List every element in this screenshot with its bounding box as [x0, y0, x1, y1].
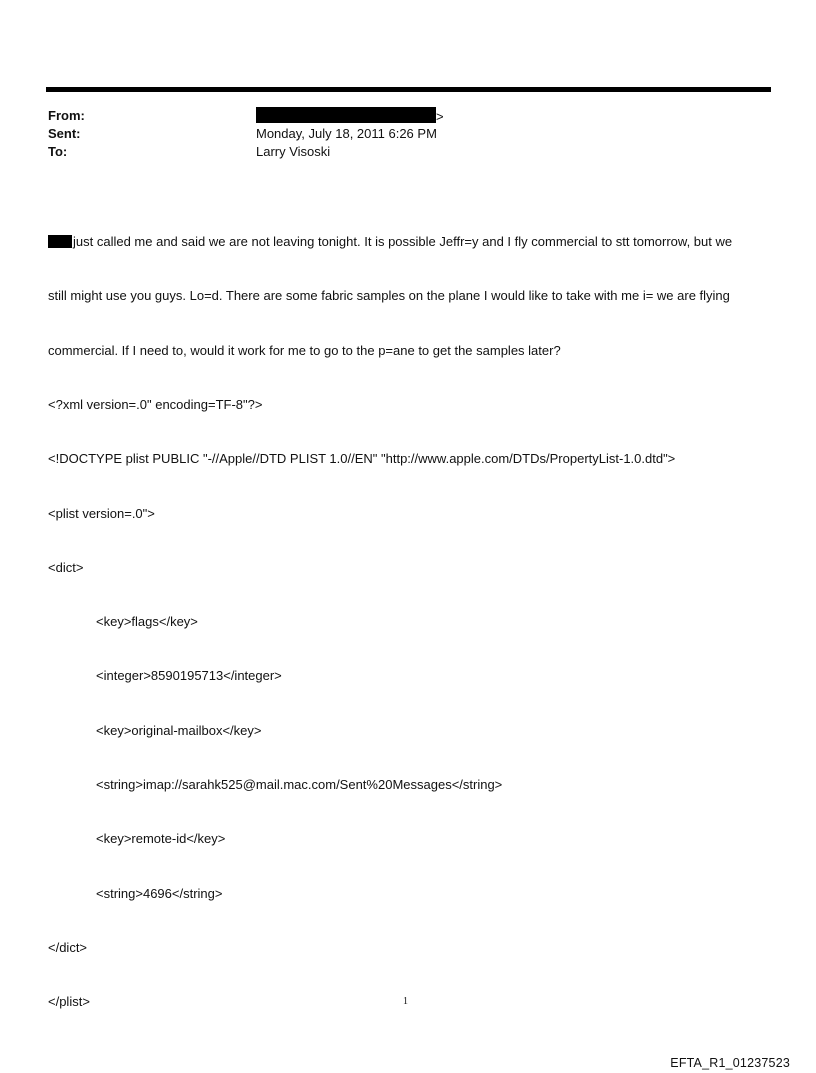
xml-line: <?xml version=.0" encoding=TF-8"?> [48, 397, 263, 413]
bates-number: EFTA_R1_01237523 [670, 1056, 790, 1070]
header-rule [46, 87, 771, 92]
xml-line: <plist version=.0"> [48, 505, 155, 521]
body-line: commercial. If I need to, would it work for me to go to the p=ane to get the samples later? [48, 342, 561, 358]
to-label: To: [48, 144, 68, 159]
xml-line: <!DOCTYPE plist PUBLIC "-//Apple//DTD PLIST 1.0//EN" "http://www.apple.com/DTDs/PropertyList-1.0.dtd"> [48, 451, 676, 467]
xml-line: <dict> [48, 559, 84, 575]
to-value: Larry Visoski [256, 144, 331, 159]
sent-label: Sent: [48, 126, 81, 141]
xml-line: </dict> [48, 939, 88, 955]
sent-value: Monday, July 18, 2011 6:26 PM [256, 126, 437, 141]
from-label: From: [48, 108, 85, 123]
body-line [48, 233, 778, 251]
xml-line: <key>remote-id</key> [96, 831, 226, 847]
from-suffix: > [436, 109, 444, 124]
redaction-block [48, 235, 72, 248]
xml-line: </plist> [48, 994, 90, 1010]
redaction-block [256, 107, 436, 123]
body-line: still might use you guys. Lo=d. There are some fabric samples on the plane I would like to take with me i= we are flying [48, 288, 730, 304]
xml-line: <string>4696</string> [96, 885, 223, 901]
xml-line: <key>flags</key> [96, 614, 198, 630]
xml-line: <string>imap://sarahk525@mail.mac.com/Sent%20Messages</string> [96, 777, 503, 792]
body-text: just called me and said we are not leaving tonight. It is possible Jeffr=y and I fly commercial to stt tomorrow, but we [73, 234, 733, 250]
email-body [48, 197, 778, 1029]
from-value [256, 107, 444, 126]
xml-line: <key>original-mailbox</key> [96, 722, 262, 738]
xml-line: <integer>8590195713</integer> [96, 668, 282, 684]
page-number: 1 [403, 996, 408, 1007]
